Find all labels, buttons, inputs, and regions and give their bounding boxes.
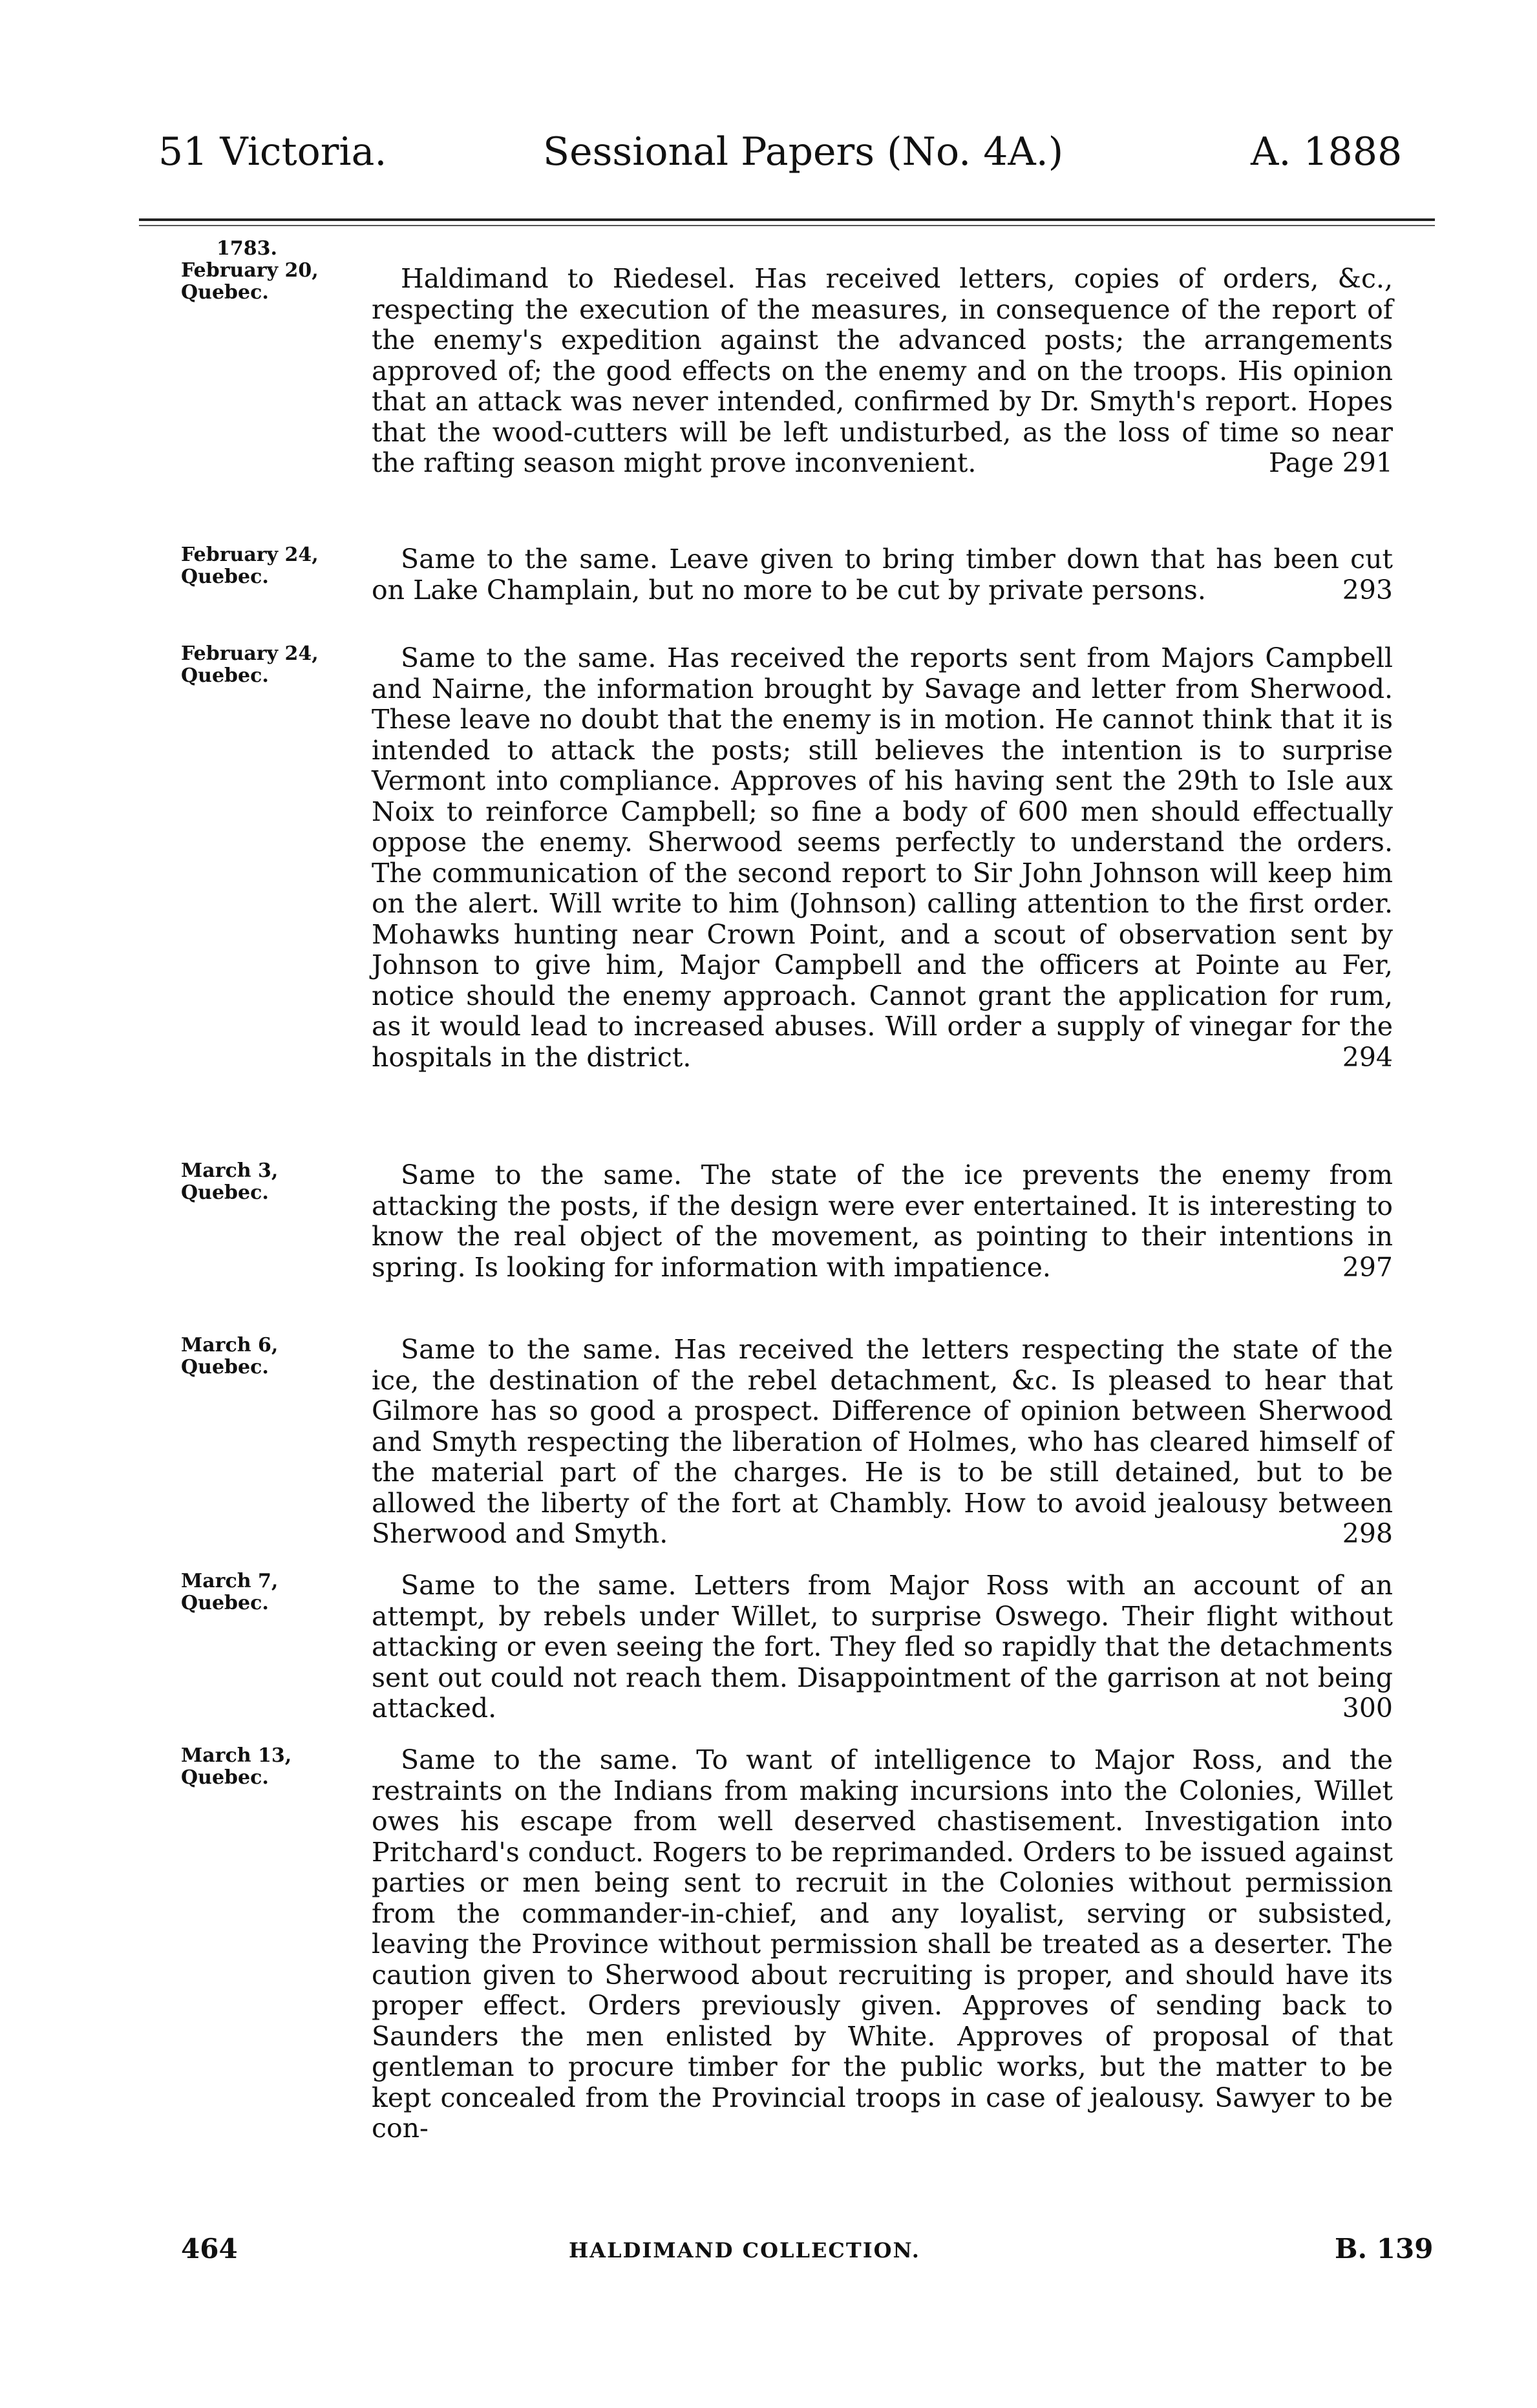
footer-collection: HALDIMAND COLLECTION.: [569, 2238, 920, 2263]
entry-year: 1783.: [217, 237, 277, 260]
page-header: [0, 0, 1537, 194]
entry-text: [372, 1335, 1393, 1550]
footer-signature: B. 139: [1335, 2233, 1434, 2265]
header-year: A. 1888: [1251, 129, 1403, 174]
entry-body: Same to the same. Has received the reports sent from Majors Campbell and Nairne, the information brought by Savage and letter from Sherwood. These leave no doubt that the enemy is in motion. He cannot think that it is intended to attack the posts; still believes the intention is to surprise Vermont into compliance. Approves of his having sent the 29th to Isle aux Noix to reinforce Campbell; so fine a body of 600 men should effectually oppose the enemy. Sherwood seems perfectly to understand the orders. The communication of the second report to Sir John Johnson will keep him on the alert. Will write to him (Johnson) calling attention to the first order. Mohawks hunting near Crown Point, and a scout of observation sent by Johnson to give him, Major Campbell and the officers at Pointe au Fer, notice should the enemy approach. Cannot grant the application for rum, as it would lead to increased abuses. Will order a supply of vinegar for the hospitals in the district.: [372, 642, 1393, 1073]
entry-place: Quebec.: [181, 1356, 269, 1378]
page-footer: [0, 2233, 1537, 2272]
entry-page: 293: [1342, 574, 1393, 606]
entry-text: [372, 1745, 1393, 2144]
footer-page-number: 464: [181, 2233, 238, 2265]
entry-place: Quebec.: [181, 1766, 269, 1789]
entry-text: [372, 544, 1393, 606]
entry-date: [181, 544, 368, 588]
header-rule-thin: [139, 225, 1435, 226]
entry-date-text: March 7,: [181, 1570, 279, 1592]
entry-date: [181, 1570, 368, 1614]
header-title: Sessional Papers (No. 4A.): [543, 129, 1064, 174]
entry-page: Page 291: [1269, 447, 1393, 478]
entry-place: Quebec.: [181, 565, 269, 588]
entry-page: 298: [1342, 1518, 1393, 1549]
entry-page: 297: [1342, 1251, 1393, 1283]
entry-date-text: March 6,: [181, 1334, 279, 1357]
entry-page: 294: [1342, 1041, 1393, 1073]
entry-date: [181, 643, 368, 687]
entry-place: Quebec.: [181, 281, 269, 304]
entry-text: [372, 643, 1393, 1073]
entry-date-text: March 3,: [181, 1159, 279, 1182]
entry-text: [372, 1570, 1393, 1724]
entry-date: [181, 1335, 368, 1378]
entry-body: Haldimand to Riedesel. Has received letters, copies of orders, &c., respecting the execution of the measures, in consequence of the report of the enemy's expedition against the advanced posts; the arrangements approved of; the good effects on the enemy and on the troops. His opinion that an attack was never intended, confirmed by Dr. Smyth's report. Hopes that the wood-cutters will be left undisturbed, as the loss of time so near the rafting season might prove inconvenient.: [372, 263, 1393, 478]
entry-date: [181, 1160, 368, 1204]
entry-date: [181, 238, 368, 304]
entry-page: 300: [1342, 1693, 1393, 1724]
entry-date-text: March 13,: [181, 1744, 292, 1767]
entry-body: Same to the same. To want of intelligence to Major Ross, and the restraints on the Indians from making incursions into the Colonies, Willet owes his escape from well deserved chastisement. Investigation into Pritchard's conduct. Rogers to be reprimanded. Orders to be issued against parties or men being sent to recruit in the Colonies without permission from the commander-in-chief, and any loyalist, serving or subsisted, leaving the Province without permission shall be treated as a deserter. The caution given to Sherwood about recruiting is proper, and should have its proper effect. Orders previously given. Approves of sending back to Saunders the men enlisted by White. Approves of proposal of that gentleman to procure timber for the public works, but the matter to be kept concealed from the Provincial troops in case of jealousy. Sawyer to be con-: [372, 1744, 1393, 2144]
entry-place: Quebec.: [181, 664, 269, 687]
entry-text: [372, 1160, 1393, 1283]
entry-date-text: February 24,: [181, 642, 319, 665]
entry-body: Same to the same. Has received the letters respecting the state of the ice, the destination of the rebel detachment, &c. Is pleased to hear that Gilmore has so good a prospect. Difference of opinion between Sherwood and Smyth respecting the liberation of Holmes, who has cleared himself of the material part of the charges. He is to be still detained, but to be allowed the liberty of the fort at Chambly. How to avoid jealousy between Sherwood and Smyth.: [372, 1334, 1393, 1549]
entry-date-text: February 20,: [181, 259, 319, 282]
entry-body: Same to the same. The state of the ice prevents the enemy from attacking the posts, if the design were ever entertained. It is interesting to know the real object of the movement, as pointing to their intentions in spring. Is looking for information with impatience.: [372, 1159, 1393, 1283]
header-rule-thick: [139, 218, 1435, 221]
entry-place: Quebec.: [181, 1181, 269, 1204]
entry-body: Same to the same. Letters from Major Ross with an account of an attempt, by rebels under Willet, to surprise Oswego. Their flight without attacking or even seeing the fort. They fled so rapidly that the detachments sent out could not reach them. Disappointment of the garrison at not being attacked.: [372, 1570, 1393, 1724]
header-session: 51 Victoria.: [158, 129, 387, 174]
entry-date-text: February 24,: [181, 544, 319, 566]
entry-text: [372, 264, 1393, 479]
entry-date: [181, 1745, 368, 1789]
entry-body: Same to the same. Leave given to bring timber down that has been cut on Lake Champlain, but no more to be cut by private persons.: [372, 544, 1393, 606]
entry-place: Quebec.: [181, 1592, 269, 1614]
